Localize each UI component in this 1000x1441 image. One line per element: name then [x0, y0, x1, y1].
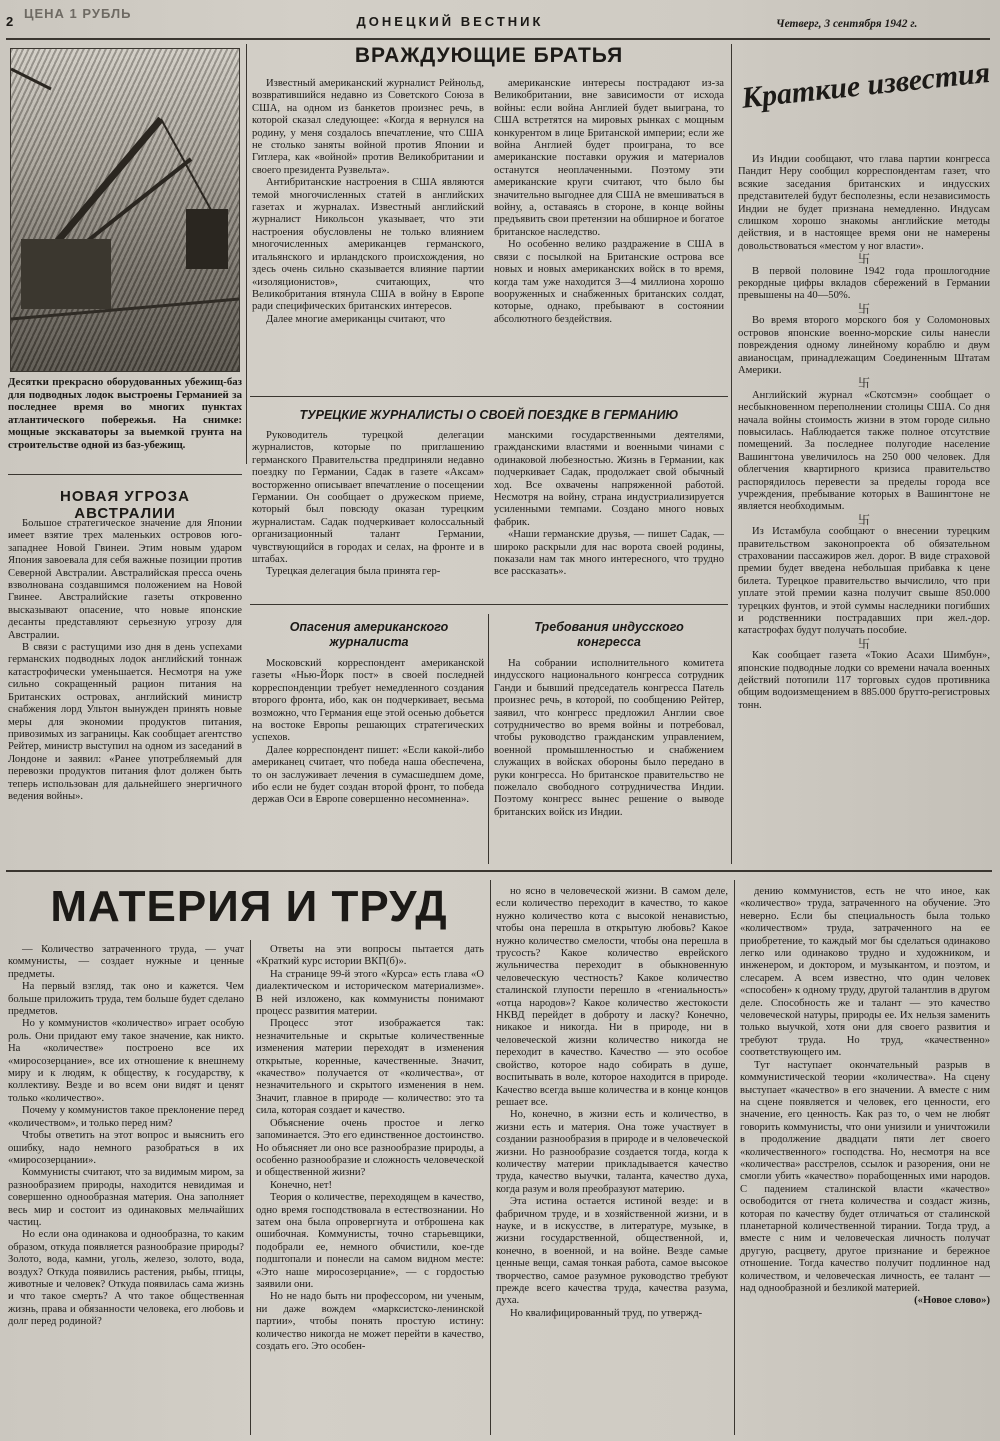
- paragraph: На первый взгляд, так оно и кажется. Чем больше приложить труда, тем больше будет сделано предметов.: [8, 981, 244, 1018]
- australia-body: [8, 518, 242, 803]
- column-rule: [731, 44, 732, 864]
- paragraph: Но у коммунистов «количество» играет особую роль. Они придают ему такое значение, как никто. На «количестве» построено все их «миросозерцание», все их отношение к внешнему миру и к людям, к обществу, к государству, к коллективу. Везде и во всем они видят и ценят только «количество».: [8, 1018, 244, 1104]
- paragraph: Известный американский журналист Рейнольд, возвратившийся недавно из Советского Союза в США, на одном из банкетов произнес речь, в которой сказал следующее: «Когда я вернулся на родину, у меня создалось впечатление, что США не столько заняты войной против Японии и Гитлера, как «войной» против Великобритании и своего президента Рузвельта».: [252, 78, 484, 176]
- paragraph: но ясно в человеческой жизни. В самом деле, если количество переходит в качество, то какое нужно количество кота с высокой ненавистью, чтобы она перешла в открытую любовь? Какое нужно количество смелости, чтобы она перешла в трусость? Какое количество еврейского жульничества переходит в обыкновенную человеческую честность? Какое количество сталинской глупости перешло в «гениальность» «отца народов»? Какое количество жестокости НКВД перейдет в доброту и ласку? Конечно, никакое и никогда. Ни в природе, ни в человеческой жизни количество никогда не переходит в качество. Качество — это особое свойство, которое надо собирать в душе, воспитывать в воле, которое находится в природе. Качество всегда выше количества и в конце концов решает все.: [496, 886, 728, 1108]
- essay-col-1: [8, 944, 244, 1329]
- news-item: В первой половине 1942 года прошлогодние рекордные цифры вкладов сбережений в Германии превышены на 40—50%.: [738, 265, 990, 302]
- section-rule: [250, 396, 728, 397]
- paragraph: На собрании исполнительного комитета индусского национального конгресса сотрудник Ганди и бывший председатель конгресса Патель произнес речь, в которой, по сообщению Рейтер, заявил, что конгресс предложил Англии свое сотрудничество во время войны и потребовал, чтобы руководство гражданским управлением, военной промышленностью и снабжением служащих в войсках обороны было передано в руки конгресса. Но британское правительство не пожелало свободного сотрудничества Индии. Поэтому конгресс вынес решение о выводе британских войск из Индии.: [494, 658, 724, 818]
- paragraph: На странице 99-й этого «Курса» есть глава «О диалектическом и историческом материализме». В ней изложено, как коммунисты понимают процесс развития материи.: [256, 968, 484, 1018]
- fears-title: Опасения американского журналиста: [289, 620, 449, 649]
- turkish-title: ТУРЕЦКИЕ ЖУРНАЛИСТЫ О СВОЕЙ ПОЕЗДКЕ В ГЕРМАНИЮ: [299, 408, 679, 422]
- turkish-col-1: [252, 430, 484, 579]
- australia-title: НОВАЯ УГРОЗА АВСТРАЛИИ: [60, 488, 190, 522]
- paragraph: Большое стратегическое значение для Японии имеет взятие трех маленьких островов юго-западнее Новой Гвинеи. Этим новым ударом Япония завоевала для себя важные позиции против Северной Австралии. Австралийская пресса очень взволнована создавшимся положением на Новой Гвинее. Австралийские газеты откровенно высказывают опасение, что новые японские десанты представляют серьезную угрозу для Австралии.: [8, 518, 242, 641]
- congress-body: [494, 658, 724, 819]
- essay-col-2: [256, 944, 484, 1353]
- paragraph: Турецкая делегация была принята гер-: [266, 566, 441, 578]
- news-title: Краткие известия: [740, 55, 992, 115]
- swastika-divider: 卐: [857, 512, 870, 527]
- fears-body: [252, 658, 484, 807]
- paragraph: Далее корреспондент пишет: «Если какой-либо американец считает, что победа наша обеспечена, то он заслуживает лечения в сумасшедшем доме, ибо если не будет создан второй фронт, то победа держав Оси в Европе совершенно несомненна».: [252, 744, 484, 806]
- paragraph: Ответы на эти вопросы пытается дать «Краткий курс истории ВКП(б)».: [256, 944, 484, 968]
- paragraph: Но не надо быть ни профессором, ни ученым, ни даже вождем «марксистско-ленинской партии», чтобы понять простую истину: количество никогда не может перейти в качество, создать его. Это особен-: [256, 1291, 484, 1352]
- paragraph: Конечно, нет!: [270, 1179, 333, 1191]
- feud-col-1: [252, 78, 484, 326]
- news-item: Как сообщает газета «Токио Асахи Шимбун», японские подводные лодки со времени начала военных действий потопили 117 торговых судов противника общим водоизмещением в 885.000 брутто-регистровых тонн.: [738, 650, 990, 711]
- news-item: Английский журнал «Скотсмэн» сообщает о несбыкновенном переполнении столицы США. Со дня начала войны стоимость жизни в этом городе сильно повысилась. Наблюдается также полное отсутствие помещений. За последнее полугодие население Вашингтона увеличилось на 250 000 человек. Для облегчения квартирного кризиса правительство распорядилось перевести за пределы города все учреждения, пребывание которых в Вашингтоне не является необходимым.: [738, 389, 990, 513]
- paragraph: Но квалифицированный труд, по утвержд-: [510, 1307, 703, 1319]
- masthead-rule: [6, 38, 990, 40]
- essay-col-3: [496, 886, 728, 1320]
- paragraph: — Количество затраченного труда, — учат коммунисты, — создает нужные и ценные предметы.: [8, 944, 244, 980]
- price-stamp: ЦЕНА 1 РУБЛЬ: [24, 6, 132, 21]
- column-rule: [488, 614, 489, 864]
- paragraph: Эта истина остается истиной везде: и в фабричном труде, и в хозяйственной жизни, и в науке, и в искусстве, в литературе, музыке, в жизни государственной, общественной, и, конечно, в военной, и на войне. Везде самые ценные вещи, самая тонкая работа, самое высокое творчество, самое разумное руководство требуют прежде всего качества труда, качества разума, духа.: [496, 1196, 728, 1307]
- paragraph: Чтобы ответить на этот вопрос и выяснить его ошибку, надо немного разобраться в их «миросозерцании».: [8, 1130, 244, 1166]
- essay-source: («Новое слово»): [914, 1295, 990, 1307]
- essay-top-rule: [6, 870, 992, 872]
- paragraph: Московский корреспондент американской газеты «Нью-Йорк пост» в своей последней корреспонденции требует немедленного создания второго фронта, ибо, как он подчеркивает, весьма возможно, что Германия еще этой осенью добьется на востоке Европы решающих стратегических успехов.: [252, 658, 484, 744]
- paragraph: американские интересы пострадают из-за Великобритании, вне зависимости от исхода войны: если война Англией будет выиграна, то США встретятся на мировых рынках с мощным конкурентом в лице Британской империи; если же война Англией будет проиграна, то все американские поставки оружия и материалов останутся неоплаченными. Поэтому эти американские круги считают, что было бы значительно выгоднее для США не вмешиваться в войну, а, оставаясь в стороне, в конце войны предъявить свои претензии на обширное и богатое британское наследство.: [494, 78, 724, 238]
- paragraph: Теория о количестве, переходящем в качество, одно время господствовала в естествознании. Но затем она была опровергнута и отброшена как ошибочная. Коммунисты, точно старьевщики, подобрали ее, немного обчистили, кое-где подштопали и понесли на самом видном месте: «Это наше миросозерцание», — с гордостью заявили они.: [256, 1192, 484, 1290]
- essay-col-4: [740, 886, 990, 1308]
- swastika-divider: 卐: [857, 301, 870, 316]
- feud-title: ВРАЖДУЮЩИЕ БРАТЬЯ: [354, 44, 624, 67]
- section-rule: [8, 474, 242, 475]
- congress-title: Требования индусского конгресса: [534, 620, 684, 649]
- masthead-title: ДОНЕЦКИЙ ВЕСТНИК: [356, 14, 544, 29]
- paragraph: В связи с растущими изо дня в день успехами германских подводных лодок английский тоннаж катастрофически уменьшается. Несмотря на уже сильно сокращенный рацион питания на Британских островах, английский министр снабжения лорд Ультон вынужден принять новые меры для экономии продуктов питания, привозимых из заграницы. Как сообщает агентство Рейтер, министр выступил на одном из заседаний в Лондоне и заявил: «Ранее употребляемый для перевозки продуктов питания флот должен быть теперь использован для дальнейшего энергичного ведения войны».: [8, 642, 242, 802]
- news-item: Из Истамбула сообщают о внесении турецким правительством законопроекта об обязательном страховании пассажиров жел. дорог. В виде страховой премии будет введена небольшая прибавка к цене билета. Турецкое правительство вычислило, что при уплате этой премии казна получит свыше 850.000 турецких фунтов, и этой суммы наследники погибших и родственники пострадавших при жел.-дор. катастрофах будут получать пособие.: [738, 526, 990, 637]
- excavator-photo: [10, 48, 240, 372]
- photo-caption: Десятки прекрасно оборудованных убежищ-баз для подводных лодок выстроены Германией за последнее время во многих пунктах атлантического побережья. На снимке: мощные экскаваторы за выемкой грунта на строительстве одной из баз-убежищ.: [8, 376, 242, 451]
- paragraph: Почему у коммунистов такое преклонение перед «количеством», и только перед ним?: [8, 1105, 244, 1129]
- swastika-divider: 卐: [857, 252, 870, 267]
- column-rule: [734, 880, 735, 1435]
- section-rule: [250, 604, 728, 605]
- paragraph: Далее многие американцы считают, что: [266, 313, 446, 325]
- paragraph: Но, конечно, в жизни есть и количество, в жизни есть и материя. Она тоже участвует в создании разнообразия в природе и в человеческой жизни. Но разнообразие создается тогда, когда к количеству материи прикладывается качество труда, качество выучки, таланта, качество духа, когда разум и воля преобразуют материю.: [496, 1109, 728, 1195]
- excavator-illustration: [11, 49, 239, 371]
- paragraph: Но если она одинакова и однообразна, то каким образом, откуда появляется разнообразие природы? Золото, вода, камни, уголь, железо, золото, вода, воздух? Откуда появились растения, рыбы, птицы, животные и человек? Откуда появилась сама жизнь и что такое смерть? А что такое общественная жизнь, права и обязанности человека, его любовь и долг перед родиной?: [8, 1229, 244, 1328]
- news-column: [738, 154, 990, 712]
- feud-col-2: [494, 78, 724, 326]
- paragraph: Объяснение очень простое и легко запоминается. Это его единственное достоинство. Но объясняет ли оно все разнообразие природы, а особенно разнообразие и сложность человеческой и общественной жизни?: [256, 1117, 484, 1179]
- column-rule: [490, 880, 491, 1435]
- swastika-divider: 卐: [857, 376, 870, 391]
- page-number: 2: [6, 14, 14, 29]
- paragraph: Тут наступает окончательный разрыв в коммунистической теории «количества». На сцену выступает «качество» в его значении. А вместе с ним на сцене появляется и человек, его ценности, его значение, его ценность. Как раз то, о чем не любят говорить коммунисты, что они унизили и уничтожили в продолжение двадцати пяти лет своего «количественного» господства. Но, несмотря на все «количества» расстрелов, ссылок и разорения, они не смогли убить «качество» порабощенных ими народов. С падением сталинской власти «качество» освободится от гнета количества и создаст жизнь, которая по качеству будет отличаться от сталинской планетарной количественной тирании. Тогда труд, а вместе с ним и человеческая личность получат другую, расцвету, другое признание и бережное отношение. Тогда качество получит подлинное над количеством, и человеческая личность, ее талант — над однообразной и безликой материей.: [740, 1059, 990, 1294]
- paragraph: Антибританские настроения в США являются темой многочисленных статей в английских газетах и журналах. Известный английский журналист Никольсон указывает, что эти настроения обусловлены не только влиянием многочисленных американцев германского, итальянского и ирландского происхождения, но здесь очень сильно сказывается влияние партии «изоляционистов», считающих, что Великобритания втянула США в войну в Европе ради специфических британских интересов.: [252, 177, 484, 313]
- swastika-divider: 卐: [857, 636, 870, 651]
- paragraph: «Наши германские друзья, — пишет Садак, — широко раскрыли для нас ворота своей родины, показали нам так много интересного, что трудно все рассказать».: [494, 529, 724, 578]
- essay-title: МАТЕРИЯ И ТРУД: [50, 882, 448, 931]
- issue-date: Четверг, 3 сентября 1942 г.: [776, 18, 918, 30]
- column-rule: [246, 44, 247, 464]
- paragraph: дению коммунистов, есть не что иное, как «количество» труда, затраченного на обучение. Это неверно. Если бы специальность была только «количеством» труда, затраченного на ее приобретение, то каждый мог бы сделаться одинаково легко или одинаково трудно и художником, и инженером, и доктором, и музыкантом, и поэтом, и слесарем. А всем известно, что один человек «способен» к одному труду, другой талантлив в другом деле. Способность же и талант — это качество человеческой натуры, природы ее. Их нельзя заменить только выучкой, хотя они для своего развития и требуют труда. Но труд, «качественно» соответствующего им.: [740, 886, 990, 1059]
- news-item: Во время второго морского боя у Соломоновых островов японские военно-морские силы нанесли повреждения одному линейному кораблю и двум авианосцам, принадлежащим Соединенным Штатам Америки.: [738, 315, 990, 376]
- paragraph: Коммунисты считают, что за видимым миром, за разнообразием природы, находится невидимая и совершенно однообразная материя. Она заполняет весь мир и состоит из одинаковых мельчайших частиц.: [8, 1167, 244, 1228]
- paragraph: Руководитель турецкой делегации журналистов, которые по приглашению германского Правительства предприняли недавно поездку по Германии, Садак в газете «Аксам» восторженно описывает впечатление о посещении Германии. Он сообщает о дружеском приеме, который был повсюду оказан турецким журналистам. Садак подчеркивает колоссальный организационный талант Германии, чувствующийся в городах и селах, на фронте и в штабах.: [252, 430, 484, 566]
- column-rule: [250, 940, 251, 1435]
- news-item: Из Индии сообщают, что глава партии конгресса Пандит Неру сообщил корреспондентам газет, что всякие заседания британских и индусских представителей будут бесполезны, если независимость Индии не будет признана немедленно. Индусам слишком хорошо знакомы английские методы действия, и в настоящее время они не намерены довольствоваться «местом у ног власти».: [738, 154, 990, 252]
- paragraph: Но особенно велико раздражение в США в связи с посылкой на Британские острова все новых и новых американских войск в то время, когда там уже находится 3—4 миллиона хорошо вооруженных и снабженных британских солдат, которые, однако, пребывают в состоянии абсолютного бездействия.: [494, 239, 724, 325]
- paragraph: манскими государственными деятелями, гражданскими властями и военными чинами с одинаковой любезностью. Жизнь в Германии, как подчеркивает Садак, продолжает свой обычный ход. Все охвачены напряженной работой. Несмотря на войну, страна индустриализируется усиленными темпами. Создано много новых фабрик.: [494, 430, 724, 528]
- paragraph: Процесс этот изображается так: незначительные и скрытые количественные изменения материи переходят в изменения открытые, коренные, качественные. Значит, «качество» получается от «количества», от незначительного и скрытого изменения в нем. Значит, главное в природе — количество: это та сила, которая создает и качество.: [256, 1018, 484, 1117]
- turkish-col-2: [494, 430, 724, 579]
